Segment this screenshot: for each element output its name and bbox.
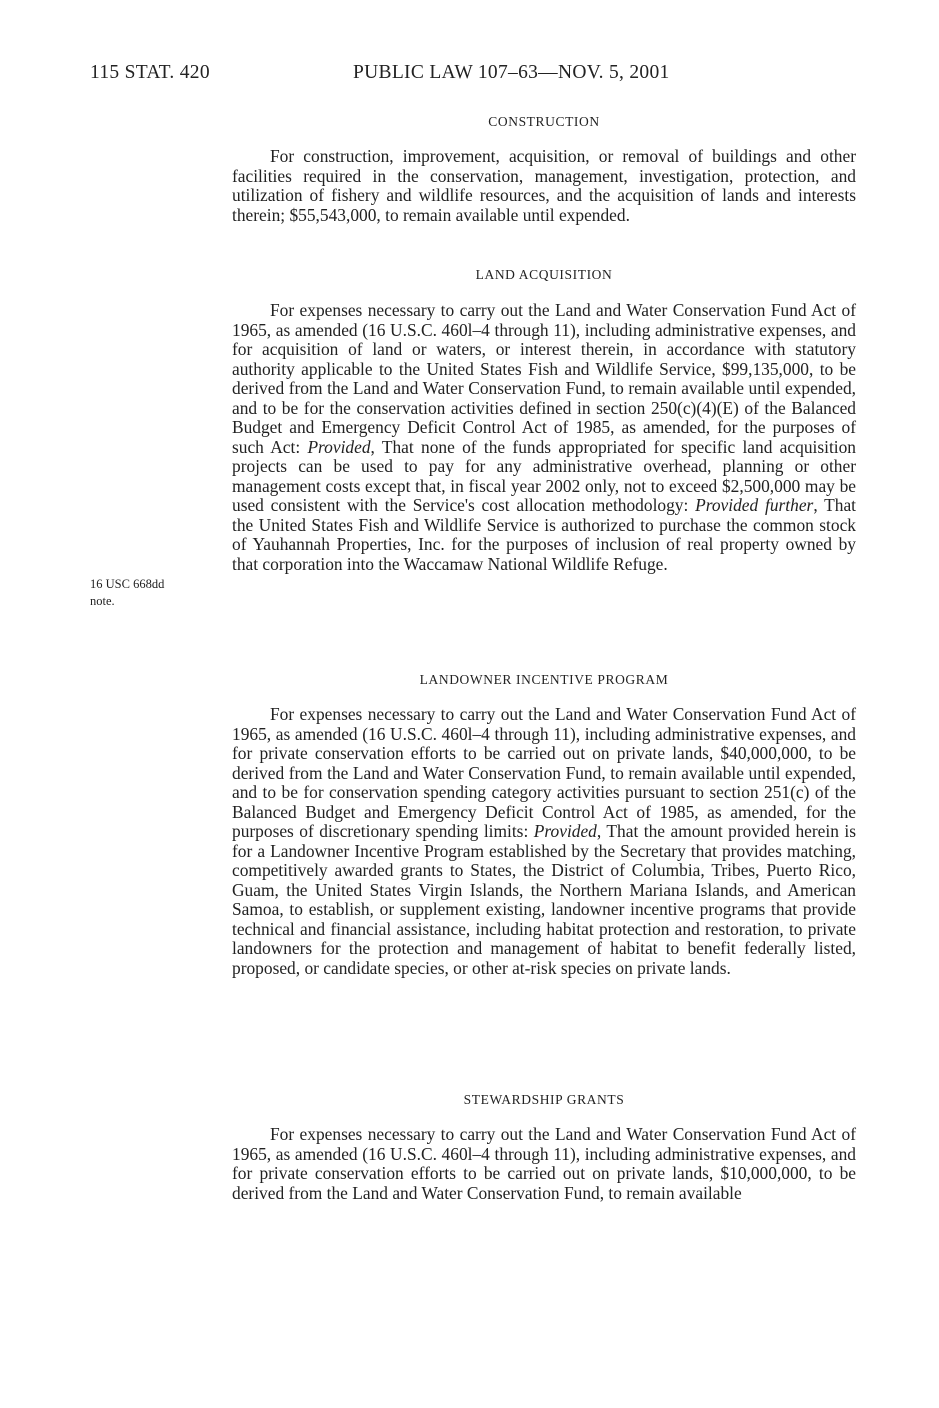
paragraph-construction: For construction, improvement, acquisition, or removal of buildings and other facilities required in the conservation, management, investigation, protection, and utilization of fishery and wildlife resources, and the acquisition of lands and interests therein; $55,543,000, to remain available until expended. <box>232 146 856 225</box>
margin-note-citation: 16 USC 668dd <box>90 577 165 591</box>
proviso-provided-further: Provided further <box>695 495 814 515</box>
margin-note-suffix: note. <box>90 594 115 608</box>
running-head <box>90 62 870 90</box>
paragraph-stewardship-grants: For expenses necessary to carry out the Land and Water Conservation Fund Act of 1965, as amended (16 U.S.C. 460l–4 through 11), including administrative expenses, and for private conservation efforts to be carried out on private lands, $10,000,000, to be derived from the Land and Water Conservation Fund, to remain available <box>232 1124 856 1203</box>
proviso-provided: Provided <box>307 436 371 457</box>
law-title: PUBLIC LAW 107–63—NOV. 5, 2001 <box>353 62 670 83</box>
proviso-provided: Provided <box>533 821 597 841</box>
heading-landowner-incentive: LANDOWNER INCENTIVE PROGRAM <box>419 672 669 687</box>
heading-construction: CONSTRUCTION <box>488 114 600 129</box>
page-number: 115 STAT. 420 <box>90 62 210 83</box>
heading-land-acquisition: LAND ACQUISITION <box>475 267 613 282</box>
paragraph-land-acquisition: For expenses necessary to carry out the Land and Water Conservation Fund Act of 1965, as amended (16 U.S.C. 460l–4 through 11), including administrative expenses, and for acquisition of land or waters, or interest therein, in accordance with statutory authority applicable to the United States Fish and Wildlife Service, $99,135,000, to be derived from the Land and Water Conservation Fund, to remain available until expended, and to be for the conservation activities defined in section 250(c)(4)(E) of the Balanced Budget and Emergency Deficit Control Act of 1985, as amended, for the purposes of such Act: Provided, That none of the funds appropriated for specific land acquisition projects can be used to pay for any administrative overhead, planning or other management costs except that, in fiscal year 2002 only, not to exceed $2,500,000 may be used consistent with the Service's cost allocation methodology: Provided further, That the United States Fish and Wildlife Service is authorized to purchase the common stock of Yauhannah Properties, Inc. for the purposes of inclusion of real property owned by that corporation into the Waccamaw National Wildlife Refuge. <box>232 300 856 574</box>
margin-note <box>90 576 210 610</box>
paragraph-landowner-incentive: For expenses necessary to carry out the Land and Water Conservation Fund Act of 1965, as amended (16 U.S.C. 460l–4 through 11), including administrative expenses, and for private conservation efforts to be carried out on private lands, $40,000,000, to be derived from the Land and Water Conservation Fund, to remain available until expended, and to be for conservation spending category activities pursuant to section 251(c) of the Balanced Budget and Emergency Deficit Control Act of 1985, as amended, for the purposes of discretionary spending limits: Provided, That the amount provided herein is for a Landowner Incentive Program established by the Secretary that provides matching, competitively awarded grants to States, the District of Columbia, Tribes, Puerto Rico, Guam, the United States Virgin Islands, the Northern Mariana Islands, and American Samoa, to establish, or supplement existing, landowner incentive programs that provide technical and financial assistance, including habitat protection and restoration, to private landowners for the protection and management of habitat to benefit federally listed, proposed, or candidate species, or other at-risk species on private lands. <box>232 704 856 978</box>
heading-stewardship-grants: STEWARDSHIP GRANTS <box>463 1092 625 1107</box>
